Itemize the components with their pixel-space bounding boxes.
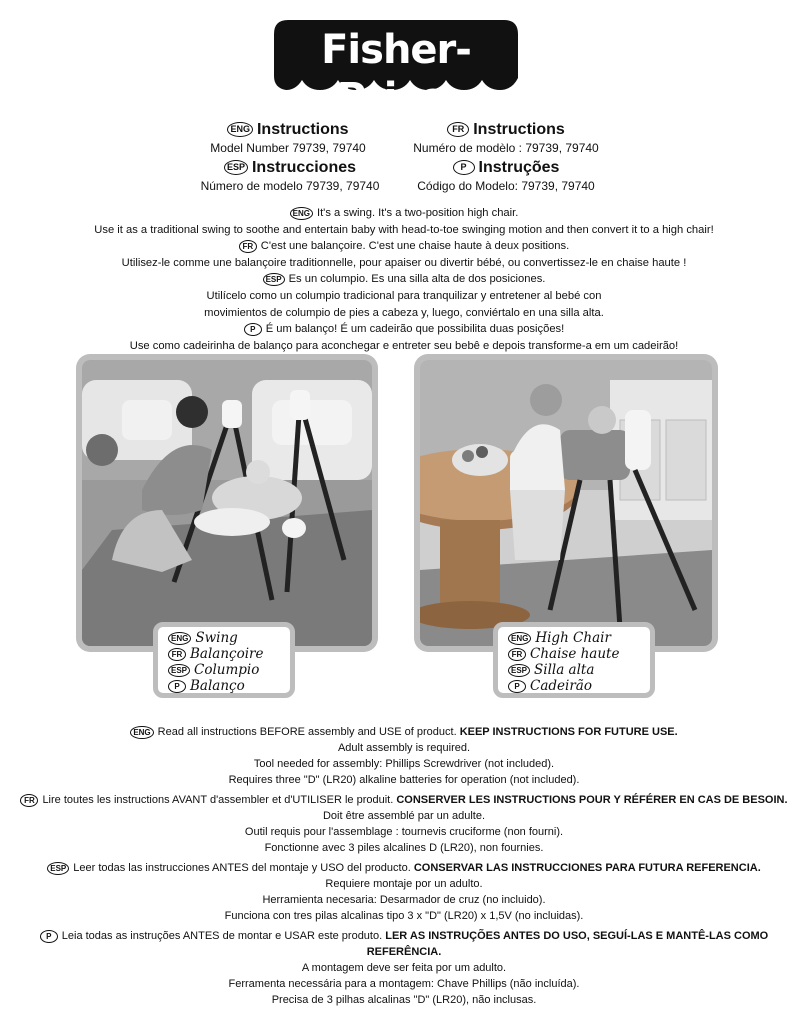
lang-badge-icon: FR <box>20 794 38 807</box>
swing-labels: ENG Swing FR Balançoire ESP Columpio P Balanço <box>153 622 295 698</box>
highchair-photo-card <box>414 354 718 694</box>
swing-photo <box>82 360 372 646</box>
lang-badge-icon: ENG <box>130 726 153 739</box>
lang-badge-icon: P <box>508 680 526 693</box>
lang-badge-icon: ENG <box>508 632 531 645</box>
title-p: P Instruções Código do Modelo: 79739, 79740 <box>417 159 595 193</box>
lang-badge-icon: ESP <box>168 664 190 677</box>
lang-badge-icon: FR <box>508 648 526 661</box>
lang-badge-icon: P <box>40 930 58 943</box>
title-eng: ENG Instructions Model Number 79739, 79740 <box>210 121 366 155</box>
req-p: P Leia todas as instruções ANTES de montar e USAR este produto. LER AS INSTRUÇÕES ANTES DO USO, SEGUÍ-LAS E MANTÊ-LAS COMO REFERÊNCIA. A montagem deve ser feita por um adulto. Ferramenta necessária para a montagem: Chave Phillips (não incluída). Precisa de 3 pilhas alcalinas "D" (LR20), não inclusas. <box>20 928 788 1008</box>
lang-badge-icon: ESP <box>508 664 530 677</box>
assembly-requirements <box>20 724 788 1012</box>
lang-badge-icon: P <box>453 160 475 175</box>
lang-badge-icon: ESP <box>224 160 248 175</box>
lang-badge-icon: FR <box>447 122 469 137</box>
swing-photo-card <box>76 354 378 694</box>
highchair-photo <box>420 360 712 646</box>
lang-badge-icon: ENG <box>168 632 191 645</box>
lang-badge-icon: ESP <box>47 862 69 875</box>
intro-text: ENG It's a swing. It's a two-position high chair. Use it as a traditional swing to soothe and entertain baby with head-to-toe swinging motion and then convert it to a high chair! FR C'est une balançoire. C'est une chaise haute à deux positions. Utilisez-le comme une balançoire traditionnelle, pour apaiser ou divertir bébé, ou convertissez-le en chaise haute ! ESP Es un columpio. Es una silla alta de dos posiciones. Utilícelo como un columpio tradicional para tranquilizar y entretener al bebé con movimientos de columpio de pies a cabeza y, luego, conviértalo en una silla alta. P É um balanço! É um cadeirão que possibilita duas posições! Use como cadeirinha de balanço para aconchegar e entreter seu bebê e depois transforme-a em um cadeirão! <box>94 207 714 352</box>
req-eng: ENG Read all instructions BEFORE assembly and USE of product. KEEP INSTRUCTIONS FOR FUTURE USE. Adult assembly is required. Tool needed for assembly: Phillips Screwdriver (not included). Requires three "D" (LR20) alkaline batteries for operation (not included). <box>20 724 788 788</box>
lang-badge-icon: FR <box>239 240 257 253</box>
req-fr: FR Lire toutes les instructions AVANT d'assembler et d'UTILISER le produit. CONSERVER LES INSTRUCTIONS POUR Y RÉFÉRER EN CAS DE BESOIN. Doit être assemblé par un adulte. Outil requis pour l'assemblage : tournevis cruciforme (non fourni). Fonctionne avec 3 piles alcalines D (LR20), non fournies. <box>20 792 788 856</box>
lang-badge-icon: ENG <box>227 122 253 137</box>
title-esp: ESP Instrucciones Número de modelo 79739, 79740 <box>200 159 380 193</box>
lang-badge-icon: ENG <box>290 207 313 220</box>
title-fr: FR Instructions Numéro de modèlo : 79739, 79740 <box>413 121 599 155</box>
brand-logo <box>274 20 518 121</box>
logo-wordmark: Fisher-Price® <box>321 27 471 121</box>
lang-badge-icon: ESP <box>263 273 285 286</box>
lang-badge-icon: FR <box>168 648 186 661</box>
lang-badge-icon: P <box>168 680 186 693</box>
highchair-labels: ENG High Chair FR Chaise haute ESP Silla alta P Cadeirão <box>493 622 655 698</box>
lang-badge-icon: P <box>244 323 262 336</box>
req-esp: ESP Leer todas las instrucciones ANTES del montaje y USO del producto. CONSERVAR LAS INSTRUCCIONES PARA FUTURA REFERENCIA. Requiere montaje por un adulto. Herramienta necesaria: Desarmador de cruz (no incluido). Funciona con tres pilas alcalinas tipo 3 x "D" (LR20) x 1,5V (no incluidas). <box>20 860 788 924</box>
